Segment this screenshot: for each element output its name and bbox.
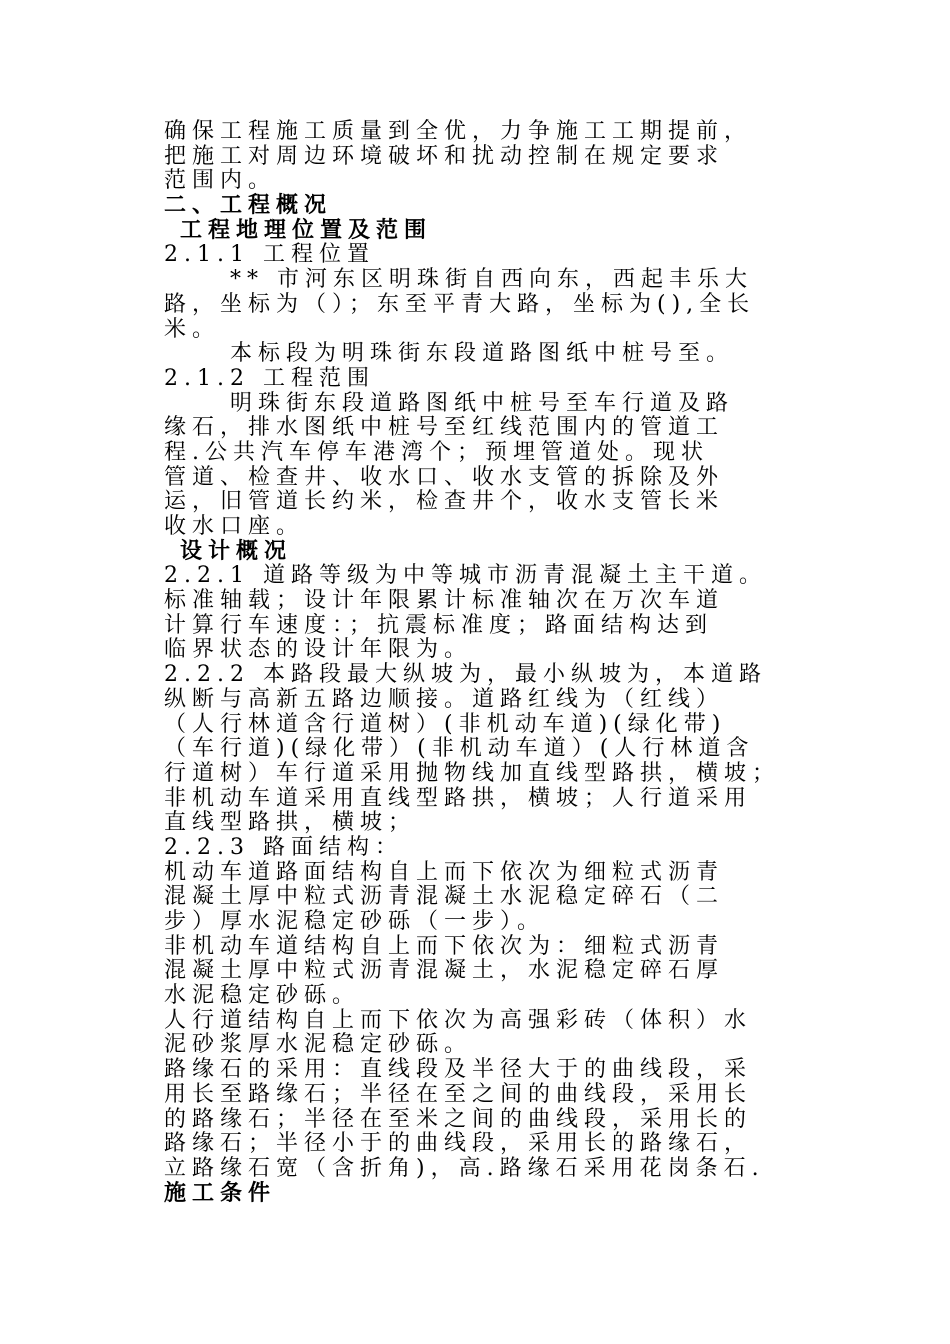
text-line: 2.2.3 路面结构： <box>164 834 403 860</box>
text-line: 人行道结构自上而下依次为高强彩砖（体积）水 <box>164 1007 753 1033</box>
text-line: 临界状态的设计年限为。 <box>164 637 473 663</box>
text-line: 非机动车道结构自上而下依次为：细粒式沥青 <box>164 933 725 959</box>
text-line: 米。 <box>164 316 221 342</box>
text-line: 用长至路缘石；半径在至之间的曲线段，采用长 <box>164 1081 753 1107</box>
text-line: 收水口座。 <box>164 514 305 539</box>
text-line: 把施工对周边环境破坏和扰动控制在规定要求 <box>164 143 725 169</box>
document-body <box>164 120 854 1206</box>
section-heading: 二、工程概况 <box>164 193 333 219</box>
text-line: 混凝土厚中粒式沥青混凝土水泥稳定碎石（二 <box>164 884 725 910</box>
text-line: （车行道)(绿化带）(非机动车道）(人行林道含 <box>164 736 755 762</box>
text-line: 水泥稳定砂砾。 <box>164 983 361 1009</box>
paragraph-first-line: 本标段为明珠街东段道路图纸中桩号至。 <box>230 341 735 367</box>
section-heading: 施工条件 <box>164 1180 277 1206</box>
subsection-heading: 工程地理位置及范围 <box>180 217 433 243</box>
text-line: 非机动车道采用直线型路拱，横坡；人行道采用 <box>164 785 753 811</box>
text-line: 的路缘石；半径在至米之间的曲线段，采用长的 <box>164 1106 753 1132</box>
text-line: 2.1.2 工程范围 <box>164 365 375 391</box>
text-line: 确保工程施工质量到全优，力争施工工期提前， <box>164 119 753 144</box>
text-line: 2.2.2 本路段最大纵坡为，最小纵坡为，本道路 <box>164 662 767 688</box>
text-line: 混凝土厚中粒式沥青混凝土，水泥稳定碎石厚 <box>164 958 725 984</box>
text-line: 直线型路拱，横坡； <box>164 810 417 836</box>
text-line: 行道树）车行道采用抛物线加直线型路拱，横坡； <box>164 760 781 786</box>
text-line: （人行林道含行道树）(非机动车道)(绿化带) <box>164 711 727 737</box>
text-line: 2.1.1 工程位置 <box>164 242 375 268</box>
text-line: 路，坐标为（）；东至平青大路，坐标为(),全长 <box>164 291 756 317</box>
text-line: 标准轴载；设计年限累计标准轴次在万次车道 <box>164 588 725 614</box>
text-line: 缘石，排水图纸中桩号至红线范围内的管道工 <box>164 415 725 441</box>
text-line: 机动车道路面结构自上而下依次为细粒式沥青 <box>164 859 725 885</box>
text-line: 路缘石；半径小于的曲线段，采用长的路缘石， <box>164 1131 753 1157</box>
text-line: 程.公共汽车停车港湾个；预埋管道处。现状 <box>164 439 709 465</box>
text-line: 步）厚水泥稳定砂砾（一步）。 <box>164 909 546 934</box>
text-line: 立路缘石宽（含折角)，高.路缘石采用花岗条石. <box>164 1155 765 1181</box>
text-line: 管道、检查井、收水口、收水支管的拆除及外 <box>164 464 725 490</box>
text-line: 计算行车速度：；抗震标准度；路面结构达到 <box>164 612 714 638</box>
text-line: 运，旧管道长约米，检查井个，收水支管长米 <box>164 489 725 515</box>
paragraph-first-line: 明珠街东段道路图纸中桩号至车行道及路 <box>230 390 735 416</box>
text-line: 路缘石的采用：直线段及半径大于的曲线段，采 <box>164 1057 753 1083</box>
subsection-heading: 设计概况 <box>180 538 293 564</box>
text-line: 范围内。 <box>164 168 277 194</box>
paragraph-first-line: ** 市河东区明珠街自西向东，西起丰乐大 <box>230 267 753 293</box>
text-line: 泥砂浆厚水泥稳定砂砾。 <box>164 1032 473 1058</box>
text-line: 2.2.1 道路等级为中等城市沥青混凝土主干道。 <box>164 563 767 589</box>
text-line: 纵断与高新五路边顺接。道路红线为（红线） <box>164 686 725 712</box>
